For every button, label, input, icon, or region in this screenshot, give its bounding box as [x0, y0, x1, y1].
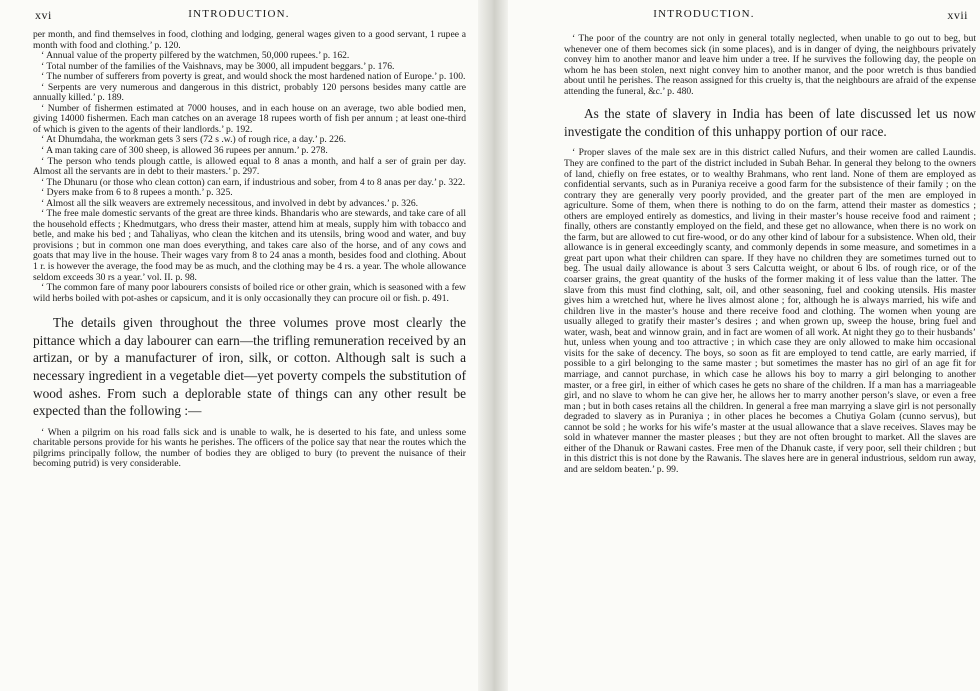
quote-paragraph: ‘ At Dhumdaha, the workman gets 3 sers (72 s .w.) of rough rice, a day.’ p. 226. — [41, 134, 346, 146]
quote-paragraph: ‘ The number of sufferers from poverty is great, and would shock the most hardened nation of Europe.’ p. 100. — [41, 71, 466, 83]
running-head: INTRODUCTION. — [188, 8, 290, 20]
quote-paragraph: ‘ Annual value of the property pilfered by the watchmen, 50,000 rupees.’ p. 162. — [41, 50, 350, 62]
quote-paragraph: ‘ A man taking care of 300 sheep, is allowed 36 rupees per annum.’ p. 278. — [41, 145, 328, 157]
right-page-header — [508, 8, 980, 24]
quote-paragraph: ‘ The common fare of many poor labourers consists of boiled rice or other grain, which is seasoned with a few wild herbs boiled with pot-ashes or capsicum, and it is only occasionally they can procure oil or fish. p. 491. — [33, 282, 466, 304]
right-page — [508, 0, 980, 691]
quote-paragraph: ‘ Dyers make from 6 to 8 rupees a month.’ p. 325. — [41, 187, 233, 199]
main-paragraph: As the state of slavery in India has been of late discussed let us now investigate the condition of this unhappy portion of our race. — [564, 106, 976, 139]
quote-paragraph: ‘ Number of fishermen estimated at 7000 houses, and in each house on an average, two able bodied men, giving 14000 fishermen. Each man catches on an average 18 rupees worth of fish per annum ; at least one-third of which is given to the agents of their landlords.’ p. 192. — [33, 102, 466, 135]
page-number: xvii — [947, 8, 968, 22]
quote-paragraph: ‘ The free male domestic servants of the great are three kinds. Bhandaris who are stewards, and take care of all the household effects ; Khedmutgars, who dress their master, attend him at meals, supply him with tobacco and betle, and make his bed ; and Tahaliyas, who clean the kitchen and its utensils, bring wood and water, and buy provisions ; but in common one man does everything, and takes care also of the horse, and of any cows and goats that may live in the house. Their wages vary from 8 to 24 anas a month, besides food and clothing. About 1 r. is however the average, the food may be as much, and the clothing may be 4 rs. a year. The whole allowance seldom exceeds 30 rs a year.’ vol. II. p. 98. — [33, 208, 466, 283]
quote-paragraph: ‘ The person who tends plough cattle, is allowed equal to 8 anas a month, and half a ser of grain per day. Almost all the servants are in debt to their masters.’ p. 297. — [33, 155, 466, 178]
quote-paragraph: per month, and find themselves in food, clothing and lodging, general wages given to a good servant, 1 rupee a month with food and clothing.’ p. 120. — [33, 29, 466, 51]
running-head: INTRODUCTION. — [653, 8, 755, 20]
page-number: xvi — [35, 8, 52, 22]
slavery-quote: ‘ Proper slaves of the male sex are in this district called Nufurs, and their women are called Laundis. They are confined to the part of the district included in Subah Behar. In general they belong to the owners of land, chiefly on free estates, or to wealthy Brahmans, who rent land. None of them are employed as confidential servants, such as in Puraniya receive a good farm for the subsistence of their family ; on the contrary they are generally very poorly provided, and the greater part of the men are employed in agriculture. Some of them, when there is nothing to do on the farm, attend their master as domestics ; others are employed entirely as domestics, and living in their master’s house receive food and raiment ; finally, others are constantly employed on the field, and these get no allowance, when there is no work on the farm, but are allowed to cut fire-wood, or do any other kind of labour for a subsistence. When old, their allowance is in general exceedingly scanty, and commonly depends in some measure, and sometimes in a great part upon what their children can spare. If they have no children they are sometimes turned out to beg. The usual daily allowance is about 3 sers Calcutta weight, or about 6 lbs. of rough rice, or of the coarser grains, the great quantity of the husks of the former making it of less value than the latter. The slave from this must find clothing, salt, oil, and other seasoning, fuel and cooking utensils. His master gives him a wretched hut, where he lives almost alone ; for, although he is always married, his wife and children live in the master’s house and there receive food and clothing. The women when young are usually alleged to gratify their master’s desires ; and when grown up, sweep the house, bring fuel and water, wash, beat and winnow grain, and in fact are women of all work. At night they go to their husbands’ hut, unless when young and too attractive ; in which case they are only allowed to make him occasional visits for the sake of decency. The boys, so soon as fit are employed to tend cattle, are early married, if possible to a girl belonging to the same master ; but sometimes the master has no girl of an age fit for marriage, and cannot purchase, in which case he allows his boy to marry a girl belonging to another master, or a free girl, in either of which cases he gets no share of the children. If a man has a marriageable girl, and no slave to whom he can give her, he allows her to marry another person’s slave, or even a free man ; but in both cases retains all the children. In general a free man marrying a slave girl is not personally degraded to slavery as in Puraniya ; in other places he becomes a Chutiya Golam (cunno servus), but cannot be sold ; he works for his wife’s master at the usual allowance that a slave receives. Slaves may be sold in whatever manner the master pleases ; but they are not often brought to market. All the slaves are either of the Dhanuk or Rawani castes. Free men of the Dhanuk caste, if very poor, sell their children ; but in this district this is not done by the Rawanis. The slaves here are in general industrious, seldom run away, and are seldom beaten.’ p. 99. — [564, 147, 976, 475]
closing-quote: ‘ When a pilgrim on his road falls sick and is unable to walk, he is deserted to his fate, and unless some charitable persons provide for his wants he perishes. The officers of the police say that near the routes which the pilgrims principally follow, the number of bodies they are obliged to bury (to prevent the nuisance of their becoming putrid) is very considerable. — [33, 426, 466, 470]
top-quote: ‘ The poor of the country are not only in general totally neglected, when unable to go out to beg, but whenever one of them becomes sick (in some places), and is in danger of dying, the neighbours privately convey him to another manor and leave him under a tree. If he survives the following day, the people on whom he has been stolen, next night convey him to another manor, and the poor wretch is thus bandied about until he perishes. The reason assigned for this cruelty is, that the neighbours are afraid of the expense attending the funeral, &c.’ p. 480. — [564, 33, 976, 97]
quote-paragraph: ‘ The Dhunaru (or those who clean cotton) can earn, if industrious and sober, from 4 to 8 anas per day.’ p. 322. — [41, 176, 466, 188]
main-paragraph: The details given throughout the three volumes prove most clearly the pittance which a day labourer can earn—the trifling remuneration received by an artizan, or by a manufacturer of iron, silk, or cotton. Although salt is such a necessary ingredient in a vegetable diet—yet poverty compels the substitution of wood ashes. From such a deplorable state of things can any other result be expected than the following :— — [33, 315, 466, 419]
quote-paragraph: ‘ Serpents are very numerous and dangerous in this district, probably 120 persons besides many cattle are annually killed.’ p. 189. — [33, 81, 466, 104]
left-page — [0, 0, 478, 691]
right-page-body — [564, 34, 976, 475]
left-page-header — [0, 8, 478, 24]
book-gutter — [478, 0, 508, 691]
left-page-body — [33, 30, 466, 470]
quote-paragraph: ‘ Almost all the silk weavers are extremely necessitous, and involved in debt by advances.’ p. 326. — [41, 197, 419, 209]
quote-paragraph: ‘ Total number of the families of the Vaishnavs, may be 3000, all impudent beggars.’ p. 176. — [41, 60, 395, 72]
